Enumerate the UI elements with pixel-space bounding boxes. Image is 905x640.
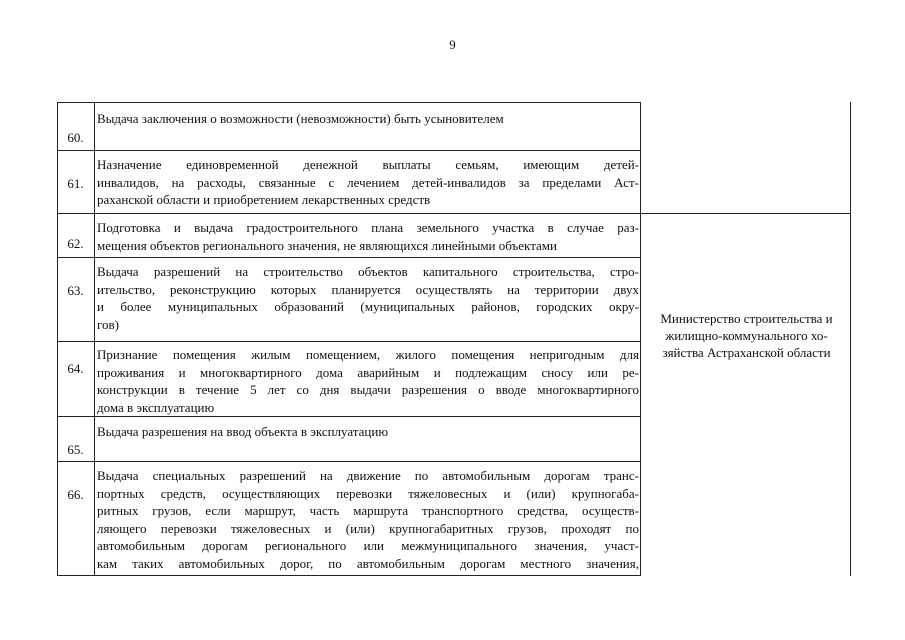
responsible-organization — [642, 310, 851, 361]
row-number: 66. — [67, 487, 84, 502]
service-description — [97, 263, 639, 333]
row-border — [57, 257, 641, 258]
service-line: проживания и многоквартирного дома аварийным и подлежащим сносу или ре- — [97, 364, 639, 380]
service-line: Выдача разрешения на ввод объекта в эксплуатацию — [97, 424, 389, 439]
row-number: 60. — [67, 130, 84, 145]
row-border — [57, 461, 641, 462]
row-number: 62. — [67, 236, 84, 251]
service-line: мещения объектов регионального значения, не являющихся линейными объектами — [97, 237, 557, 253]
row-border — [57, 213, 851, 214]
service-line: конструкции в течение 5 лет со дня выдачи разрешения о вводе многоквартирного — [97, 382, 639, 397]
service-description — [97, 156, 639, 209]
service-line: кам таких автомобильных дорог, по автомобильным дорогам местного значения, — [97, 555, 639, 571]
service-description — [97, 219, 639, 254]
service-description — [97, 467, 639, 572]
page-number: 9 — [449, 37, 456, 52]
service-line: Выдача разрешений на строительство объектов капитального строительства, стро- — [97, 264, 639, 279]
service-line: раханской области и приобретением лекарственных средств — [97, 192, 431, 207]
service-line: Назначение единовременной денежной выплаты семьям, имеющим детей- — [97, 157, 639, 172]
service-description — [97, 110, 639, 128]
row-border — [57, 341, 641, 342]
row-border — [57, 102, 641, 103]
row-number: 61. — [67, 176, 84, 191]
service-line: Признание помещения жилым помещением, жилого помещения непригодным для — [97, 347, 639, 362]
service-line: портных средств, осуществляющих перевозки тяжеловесных и (или) крупногаба- — [97, 485, 639, 501]
service-line: Выдача специальных разрешений на движение по автомобильным дорогам транс- — [97, 468, 639, 483]
services-table — [57, 102, 851, 576]
service-line: инвалидов, на расходы, связанные с лечением детей-инвалидов за пределами Аст- — [97, 174, 639, 190]
service-description — [97, 346, 639, 416]
organization-line: зяйства Астраханской области — [662, 345, 831, 360]
service-description — [97, 423, 639, 441]
service-line: автомобильным дорогам регионального или межмуниципального значения, участ- — [97, 538, 639, 553]
service-line: гов) — [97, 316, 119, 332]
service-line: дома в эксплуатацию — [97, 399, 215, 415]
service-line: и более муниципальных образований (муниципальных районов, городских окру- — [97, 299, 639, 314]
row-number: 64. — [67, 361, 84, 376]
row-number: 63. — [67, 283, 84, 298]
row-number: 65. — [67, 442, 84, 457]
row-border — [57, 575, 641, 576]
service-line: ительство, реконструкцию которых планируется осуществлять на территории двух — [97, 281, 639, 297]
column-divider-number — [94, 102, 95, 576]
service-line: ляющего перевозки тяжеловесных и (или) крупногабаритных грузов, проходят по — [97, 520, 639, 536]
service-line: Подготовка и выдача градостроительного плана земельного участка в случае раз- — [97, 220, 639, 235]
service-line: ритных грузов, если маршрут, часть маршрута транспортного средства, осуществ- — [97, 503, 639, 518]
row-border — [57, 150, 641, 151]
service-line: Выдача заключения о возможности (невозможности) быть усыновителем — [97, 111, 504, 126]
organization-line: жилищно-коммунального хо- — [665, 328, 828, 343]
row-border — [57, 416, 641, 417]
column-divider-service — [640, 102, 641, 576]
table-border-left — [57, 102, 58, 576]
organization-line: Министерство строительства и — [660, 311, 833, 326]
